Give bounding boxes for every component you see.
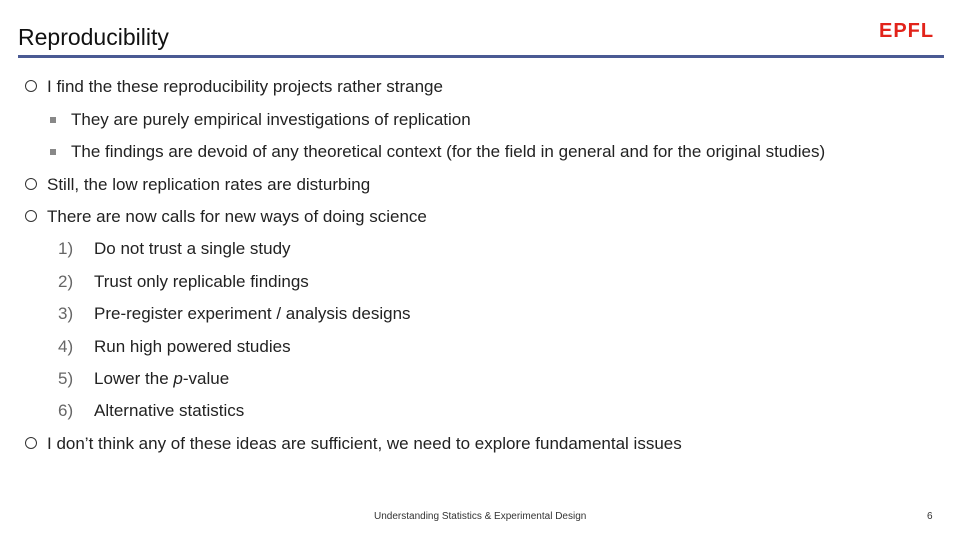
list-text: Pre-register experiment / analysis designs <box>94 304 411 323</box>
slide-title: Reproducibility <box>18 24 169 50</box>
list-number: 3) <box>58 304 74 323</box>
circle-bullet-icon <box>25 210 37 222</box>
list-number: 1) <box>58 239 74 258</box>
bullet-1-text: I find the these reproducibility projects rather strange <box>47 77 443 96</box>
bullet-3-text: There are now calls for new ways of doing science <box>47 207 427 226</box>
list-number: 6) <box>58 401 74 420</box>
square-bullet-icon <box>50 117 56 123</box>
page-number: 6 <box>927 511 933 522</box>
epfl-logo: EPFL <box>879 20 935 42</box>
list-text: Trust only replicable findings <box>94 272 309 291</box>
list-text <box>94 369 229 389</box>
list-number: 2) <box>58 272 74 291</box>
circle-bullet-icon <box>25 80 37 92</box>
circle-bullet-icon <box>25 437 37 449</box>
bullet-4-text: I don’t think any of these ideas are sufficient, we need to explore fundamental issues <box>47 434 682 453</box>
circle-bullet-icon <box>25 178 37 190</box>
footer-text: Understanding Statistics & Experimental Design <box>374 511 587 522</box>
square-bullet-icon <box>50 149 56 155</box>
title-rule <box>18 55 944 58</box>
list-number: 4) <box>58 337 74 356</box>
list-text-italic: p <box>173 369 183 388</box>
sub-bullet-2-text: The findings are devoid of any theoretical context (for the field in general and for the original studies) <box>71 142 826 161</box>
sub-bullet-1-text: They are purely empirical investigations of replication <box>71 110 471 129</box>
list-text: Alternative statistics <box>94 401 245 420</box>
list-text: Do not trust a single study <box>94 239 291 258</box>
list-text: Run high powered studies <box>94 337 291 356</box>
list-number: 5) <box>58 369 74 388</box>
list-text-after: -value <box>182 369 230 388</box>
bullet-2-text: Still, the low replication rates are disturbing <box>47 175 371 194</box>
list-text-before: Lower the <box>94 369 174 388</box>
